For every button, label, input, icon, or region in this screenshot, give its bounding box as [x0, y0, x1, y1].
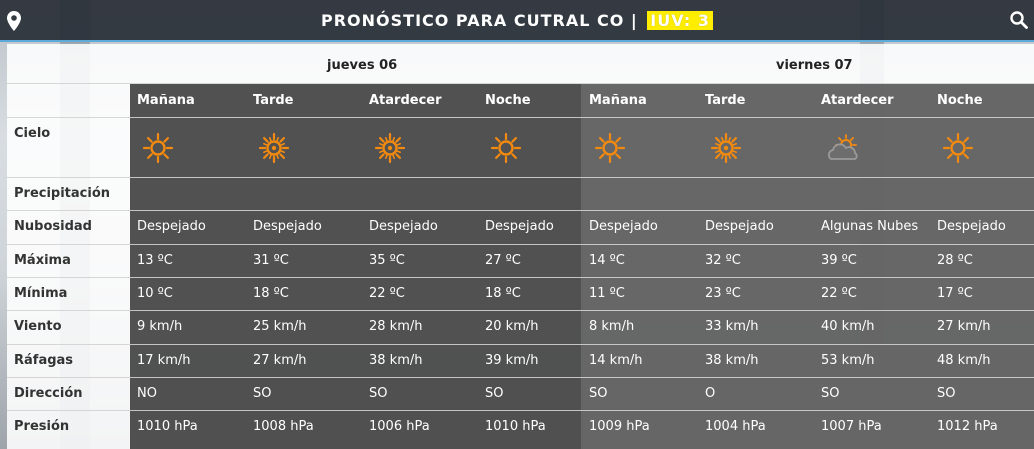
- row-label-rafagas: Ráfagas: [14, 353, 74, 368]
- cell-nubosidad: Despejado: [369, 219, 438, 234]
- cell-rafagas: 38 km/h: [705, 353, 759, 368]
- cell-maxima: 31 ºC: [253, 253, 289, 268]
- cell-direccion: SO: [253, 386, 272, 401]
- cell-nubosidad: Despejado: [705, 219, 774, 234]
- divider: [7, 177, 1034, 178]
- row-label-maxima: Máxima: [14, 253, 71, 268]
- row-label-cielo: Cielo: [14, 126, 51, 141]
- cell-nubosidad: Despejado: [137, 219, 206, 234]
- sun-bright-icon: [709, 131, 743, 165]
- cell-maxima: 27 ºC: [485, 253, 521, 268]
- cell-nubosidad: Despejado: [485, 219, 554, 234]
- row-label-direccion: Dirección: [14, 386, 83, 401]
- cell-viento: 40 km/h: [821, 319, 875, 334]
- sun-icon: [941, 131, 975, 165]
- cell-rafagas: 39 km/h: [485, 353, 539, 368]
- divider: [7, 344, 1034, 345]
- cell-maxima: 32 ºC: [705, 253, 741, 268]
- cell-viento: 27 km/h: [937, 319, 991, 334]
- cell-minima: 22 ºC: [369, 286, 405, 301]
- cell-direccion: SO: [485, 386, 504, 401]
- cell-nubosidad: Despejado: [589, 219, 658, 234]
- cell-rafagas: 27 km/h: [253, 353, 307, 368]
- cell-direccion: SO: [937, 386, 956, 401]
- period-header: Tarde: [253, 93, 294, 108]
- cell-maxima: 14 ºC: [589, 253, 625, 268]
- search-icon[interactable]: [1010, 11, 1028, 29]
- row-label-precipitacion: Precipitación: [14, 186, 111, 201]
- cell-viento: 25 km/h: [253, 319, 307, 334]
- sun-bright-icon: [373, 131, 407, 165]
- cloud-sun-icon: [825, 131, 859, 165]
- cell-presion: 1012 hPa: [937, 419, 998, 434]
- location-pin-icon[interactable]: [7, 11, 21, 31]
- row-label-presion: Presión: [14, 419, 70, 434]
- cell-presion: 1006 hPa: [369, 419, 430, 434]
- cell-presion: 1007 hPa: [821, 419, 882, 434]
- sun-icon: [489, 131, 523, 165]
- cell-nubosidad: Algunas Nubes: [821, 219, 919, 234]
- cell-minima: 10 ºC: [137, 286, 173, 301]
- cell-nubosidad: Despejado: [937, 219, 1006, 234]
- cell-presion: 1010 hPa: [485, 419, 546, 434]
- cell-rafagas: 48 km/h: [937, 353, 991, 368]
- row-label-minima: Mínima: [14, 286, 68, 301]
- day-header: viernes 07: [776, 58, 853, 73]
- row-label-nubosidad: Nubosidad: [14, 219, 92, 234]
- sun-icon: [141, 131, 175, 165]
- row-label-viento: Viento: [14, 319, 62, 334]
- page-title: [321, 11, 713, 30]
- sun-bright-icon: [257, 131, 291, 165]
- period-header: Mañana: [137, 93, 195, 108]
- cell-rafagas: 53 km/h: [821, 353, 875, 368]
- cell-maxima: 13 ºC: [137, 253, 173, 268]
- cell-viento: 20 km/h: [485, 319, 539, 334]
- period-header: Atardecer: [821, 93, 894, 108]
- period-header: Mañana: [589, 93, 647, 108]
- cell-minima: 17 ºC: [937, 286, 973, 301]
- cell-direccion: O: [705, 386, 716, 401]
- cell-direccion: SO: [369, 386, 388, 401]
- cell-rafagas: 17 km/h: [137, 353, 191, 368]
- title-text: PRONÓSTICO PARA CUTRAL CO |: [320, 10, 638, 30]
- sun-icon: [593, 131, 627, 165]
- cell-viento: 8 km/h: [589, 319, 635, 334]
- period-header: Tarde: [705, 93, 746, 108]
- cell-viento: 9 km/h: [137, 319, 183, 334]
- cell-rafagas: 14 km/h: [589, 353, 643, 368]
- divider: [7, 210, 1034, 211]
- cell-viento: 28 km/h: [369, 319, 423, 334]
- day-header: jueves 06: [327, 58, 398, 73]
- divider: [7, 277, 1034, 278]
- cell-nubosidad: Despejado: [253, 219, 322, 234]
- divider: [7, 117, 1034, 118]
- cell-maxima: 35 ºC: [369, 253, 405, 268]
- header-bar: [0, 0, 1034, 42]
- cell-viento: 33 km/h: [705, 319, 759, 334]
- cell-direccion: SO: [821, 386, 840, 401]
- cell-maxima: 39 ºC: [821, 253, 857, 268]
- period-header: Atardecer: [369, 93, 442, 108]
- divider: [7, 410, 1034, 411]
- divider: [7, 310, 1034, 311]
- cell-minima: 11 ºC: [589, 286, 625, 301]
- cell-minima: 18 ºC: [253, 286, 289, 301]
- cell-direccion: NO: [137, 386, 157, 401]
- divider: [7, 377, 1034, 378]
- cell-direccion: SO: [589, 386, 608, 401]
- divider: [7, 244, 1034, 245]
- period-header: Noche: [937, 93, 983, 108]
- cell-rafagas: 38 km/h: [369, 353, 423, 368]
- cell-presion: 1004 hPa: [705, 419, 766, 434]
- cell-presion: 1009 hPa: [589, 419, 650, 434]
- cell-presion: 1010 hPa: [137, 419, 198, 434]
- cell-maxima: 28 ºC: [937, 253, 973, 268]
- cell-minima: 22 ºC: [821, 286, 857, 301]
- iuv-badge: IUV: 3: [647, 11, 713, 30]
- cell-minima: 18 ºC: [485, 286, 521, 301]
- period-header: Noche: [485, 93, 531, 108]
- cell-minima: 23 ºC: [705, 286, 741, 301]
- cell-presion: 1008 hPa: [253, 419, 314, 434]
